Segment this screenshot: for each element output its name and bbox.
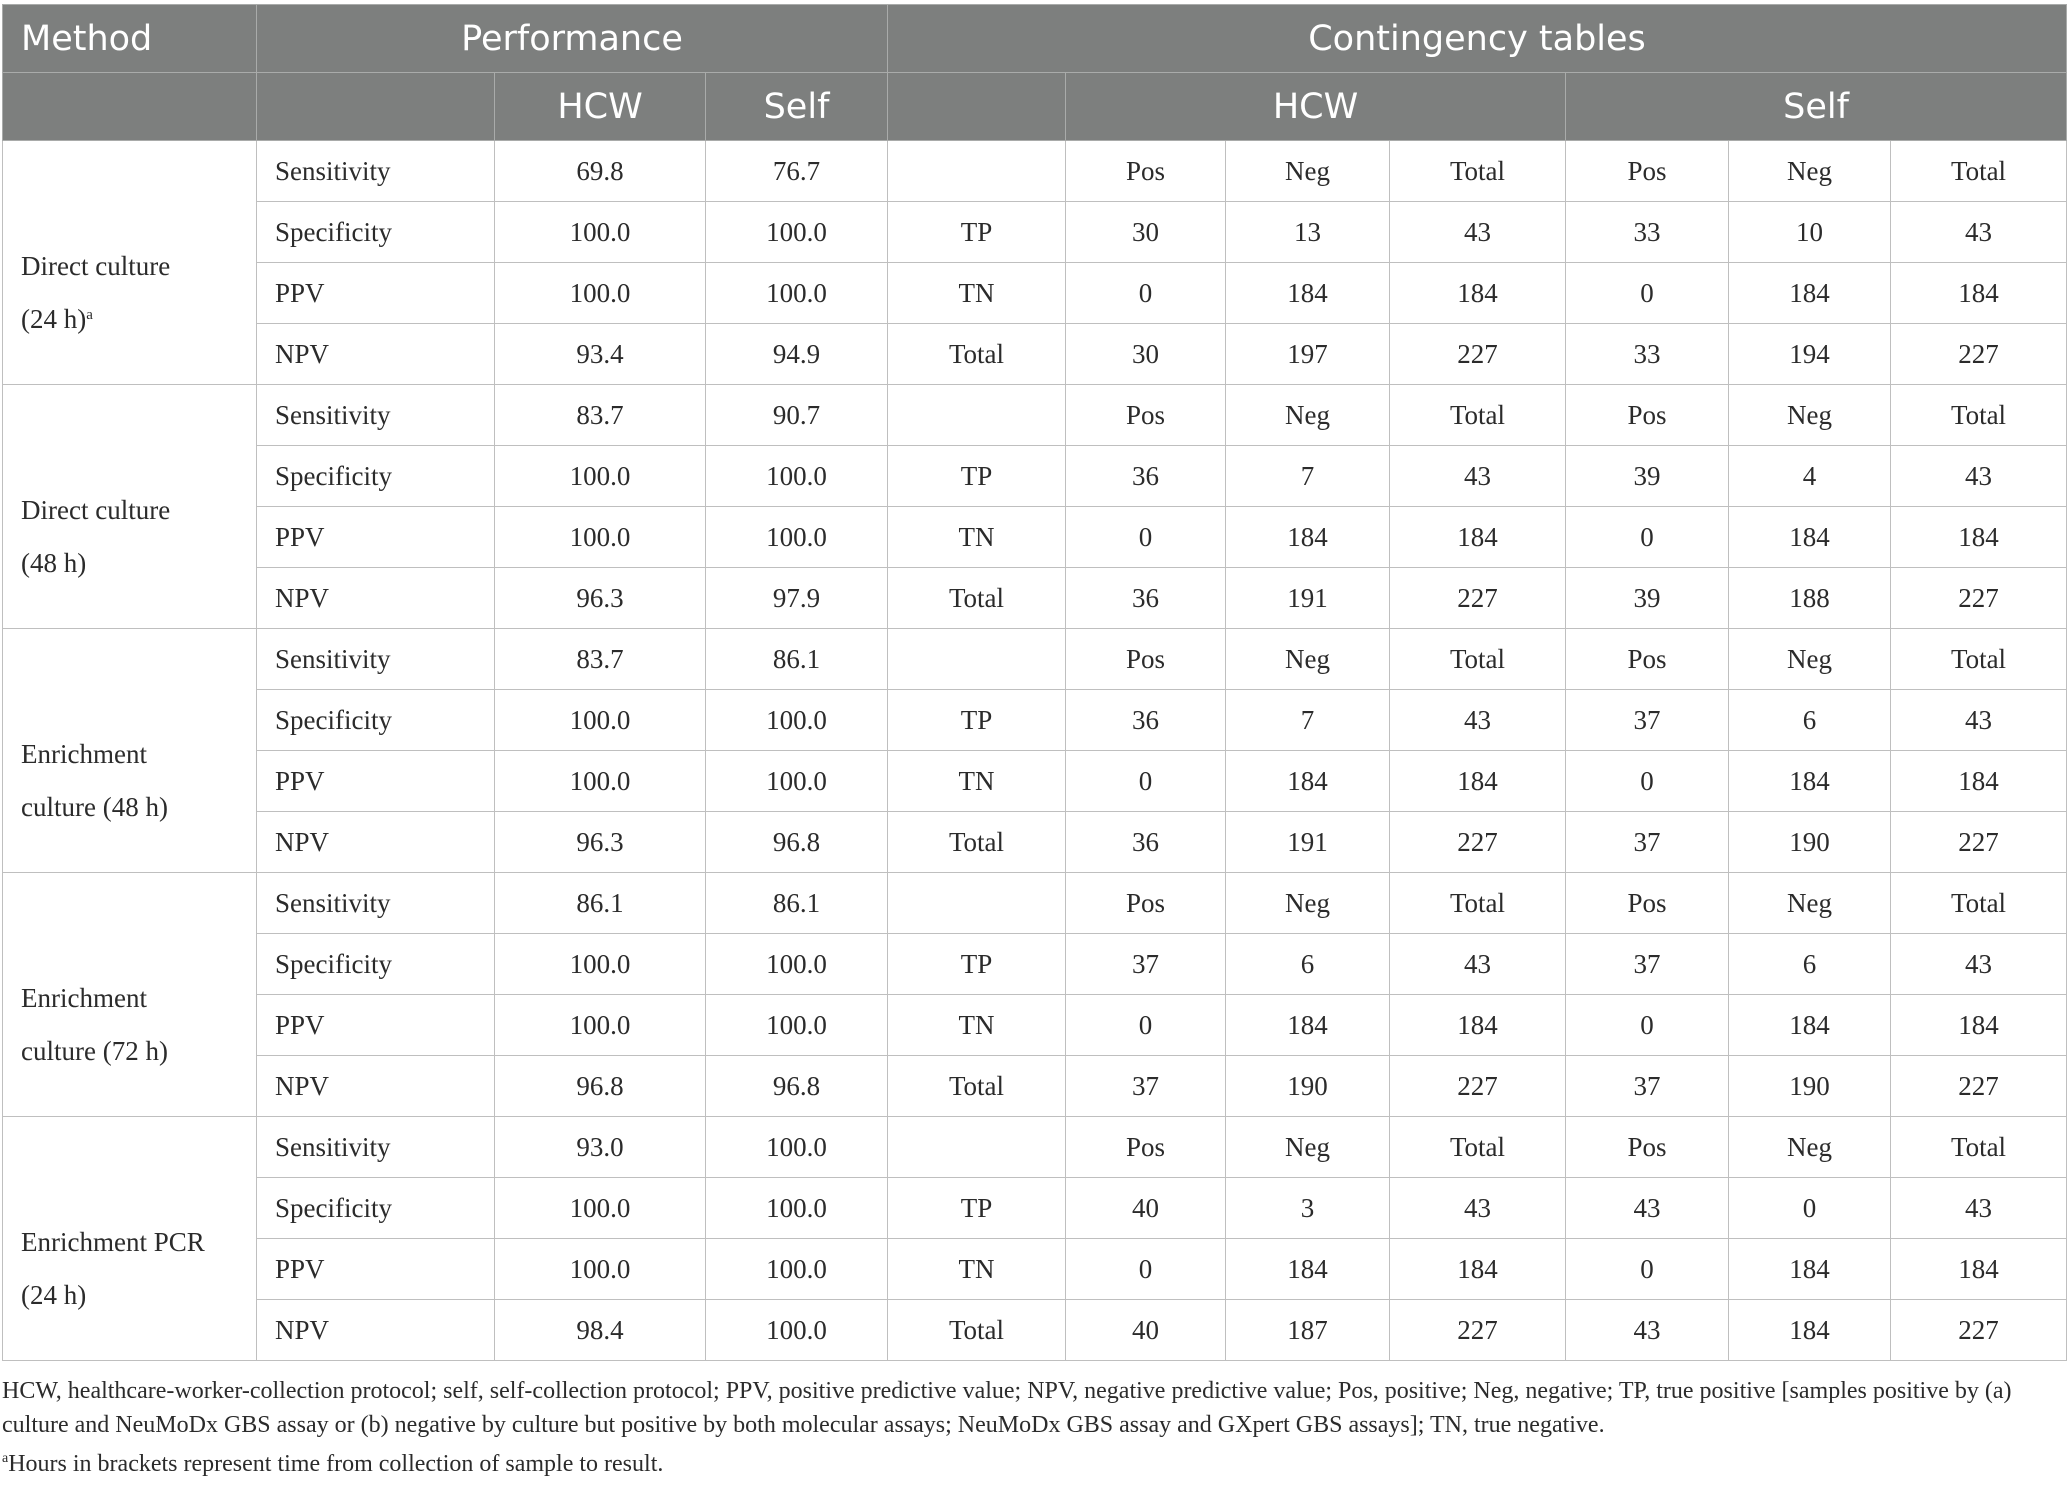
performance-hcw-cell: 86.1 — [495, 873, 706, 934]
self-pos-cell: Pos — [1566, 385, 1729, 446]
performance-hcw-cell: 96.3 — [495, 568, 706, 629]
header-performance-self: Self — [706, 73, 888, 141]
performance-hcw-cell: 96.8 — [495, 1056, 706, 1117]
self-pos-cell: 37 — [1566, 1056, 1729, 1117]
self-total-cell: Total — [1891, 629, 2067, 690]
metric-cell: NPV — [257, 324, 495, 385]
table-body — [3, 141, 2067, 1361]
hcw-neg-cell: 7 — [1226, 446, 1390, 507]
hcw-total-cell: 43 — [1390, 690, 1566, 751]
hcw-total-cell: Total — [1390, 385, 1566, 446]
hcw-total-cell: 43 — [1390, 446, 1566, 507]
self-total-cell: Total — [1891, 385, 2067, 446]
table-row — [3, 1239, 2067, 1300]
self-pos-cell: 39 — [1566, 568, 1729, 629]
hcw-neg-cell: 6 — [1226, 934, 1390, 995]
self-pos-cell: 0 — [1566, 751, 1729, 812]
hcw-pos-cell: 36 — [1066, 690, 1226, 751]
metric-cell: NPV — [257, 1056, 495, 1117]
row-label-cell — [888, 873, 1066, 934]
self-neg-cell: Neg — [1729, 385, 1891, 446]
hcw-neg-cell: 184 — [1226, 507, 1390, 568]
performance-self-cell: 97.9 — [706, 568, 888, 629]
self-total-cell: 184 — [1891, 1239, 2067, 1300]
hcw-pos-cell: Pos — [1066, 141, 1226, 202]
performance-self-cell: 100.0 — [706, 934, 888, 995]
row-label-cell: Total — [888, 1056, 1066, 1117]
header-blank-metric — [257, 73, 495, 141]
hcw-total-cell: 227 — [1390, 1056, 1566, 1117]
self-total-cell: Total — [1891, 1117, 2067, 1178]
row-label-cell: TN — [888, 507, 1066, 568]
self-total-cell: 227 — [1891, 1300, 2067, 1361]
hcw-pos-cell: 36 — [1066, 568, 1226, 629]
metric-cell: Sensitivity — [257, 873, 495, 934]
header-method: Method — [3, 5, 257, 73]
performance-hcw-cell: 83.7 — [495, 385, 706, 446]
row-label-cell: TN — [888, 263, 1066, 324]
self-neg-cell: Neg — [1729, 141, 1891, 202]
performance-hcw-cell: 100.0 — [495, 202, 706, 263]
hcw-total-cell: 43 — [1390, 934, 1566, 995]
table-row — [3, 751, 2067, 812]
self-neg-cell: 188 — [1729, 568, 1891, 629]
self-total-cell: 227 — [1891, 812, 2067, 873]
metric-cell: Specificity — [257, 690, 495, 751]
row-label-cell: TP — [888, 1178, 1066, 1239]
metric-cell: PPV — [257, 1239, 495, 1300]
table-row — [3, 507, 2067, 568]
hcw-total-cell: 227 — [1390, 568, 1566, 629]
row-label-cell: Total — [888, 1300, 1066, 1361]
self-pos-cell: 33 — [1566, 202, 1729, 263]
footnote-a-text: Hours in brackets represent time from collection of sample to result. — [8, 1451, 664, 1477]
metric-cell: PPV — [257, 263, 495, 324]
row-label-cell — [888, 385, 1066, 446]
self-pos-cell: 39 — [1566, 446, 1729, 507]
hcw-neg-cell: 13 — [1226, 202, 1390, 263]
header-blank-method — [3, 73, 257, 141]
hcw-total-cell: 43 — [1390, 1178, 1566, 1239]
hcw-total-cell: 184 — [1390, 995, 1566, 1056]
hcw-total-cell: 227 — [1390, 1300, 1566, 1361]
performance-self-cell: 100.0 — [706, 1117, 888, 1178]
table-row — [3, 324, 2067, 385]
hcw-neg-cell: 187 — [1226, 1300, 1390, 1361]
hcw-total-cell: 227 — [1390, 812, 1566, 873]
self-total-cell: 227 — [1891, 324, 2067, 385]
self-pos-cell: 37 — [1566, 690, 1729, 751]
hcw-total-cell: 227 — [1390, 324, 1566, 385]
self-neg-cell: 4 — [1729, 446, 1891, 507]
metric-cell: PPV — [257, 751, 495, 812]
performance-self-cell: 100.0 — [706, 202, 888, 263]
table-row — [3, 690, 2067, 751]
self-pos-cell: 0 — [1566, 263, 1729, 324]
self-pos-cell: Pos — [1566, 141, 1729, 202]
row-label-cell: Total — [888, 324, 1066, 385]
self-neg-cell: 6 — [1729, 934, 1891, 995]
table-footnotes — [2, 1374, 2062, 1481]
table-row — [3, 141, 2067, 202]
hcw-neg-cell: 184 — [1226, 263, 1390, 324]
metric-cell: NPV — [257, 812, 495, 873]
performance-self-cell: 90.7 — [706, 385, 888, 446]
self-neg-cell: 190 — [1729, 812, 1891, 873]
table-row — [3, 446, 2067, 507]
table-row — [3, 934, 2067, 995]
hcw-pos-cell: 30 — [1066, 324, 1226, 385]
footnote-abbreviations: HCW, healthcare-worker-collection protocol; self, self-collection protocol; PPV, positive predictive value; NPV, negative predictive value; Pos, positive; Neg, negative; TP, true positive [samples positive by (a) culture and NeuMoDx GBS assay or (b) negative by culture but positive by both molecular assays; NeuMoDx GBS assay and GXpert GBS assays]; TN, true negative. — [2, 1378, 2012, 1438]
table-row — [3, 995, 2067, 1056]
hcw-pos-cell: 37 — [1066, 1056, 1226, 1117]
self-total-cell: 184 — [1891, 507, 2067, 568]
hcw-pos-cell: 40 — [1066, 1300, 1226, 1361]
self-total-cell: 184 — [1891, 263, 2067, 324]
self-total-cell: 184 — [1891, 995, 2067, 1056]
self-neg-cell: 184 — [1729, 1300, 1891, 1361]
performance-hcw-cell: 100.0 — [495, 263, 706, 324]
self-total-cell: 227 — [1891, 568, 2067, 629]
self-pos-cell: 0 — [1566, 1239, 1729, 1300]
method-cell — [3, 385, 257, 629]
performance-hcw-cell: 93.0 — [495, 1117, 706, 1178]
hcw-pos-cell: 0 — [1066, 1239, 1226, 1300]
hcw-pos-cell: 0 — [1066, 507, 1226, 568]
performance-hcw-cell: 93.4 — [495, 324, 706, 385]
self-neg-cell: 184 — [1729, 507, 1891, 568]
hcw-pos-cell: 30 — [1066, 202, 1226, 263]
row-label-cell — [888, 629, 1066, 690]
self-neg-cell: Neg — [1729, 1117, 1891, 1178]
metric-cell: Specificity — [257, 1178, 495, 1239]
self-total-cell: 43 — [1891, 934, 2067, 995]
row-label-cell: TP — [888, 690, 1066, 751]
hcw-neg-cell: 184 — [1226, 751, 1390, 812]
row-label-cell: TN — [888, 1239, 1066, 1300]
method-name: Enrichment culture (72 h) — [21, 982, 168, 1066]
performance-hcw-cell: 100.0 — [495, 934, 706, 995]
self-pos-cell: Pos — [1566, 629, 1729, 690]
method-cell — [3, 873, 257, 1117]
table-row — [3, 1117, 2067, 1178]
performance-self-cell: 100.0 — [706, 446, 888, 507]
table-row — [3, 385, 2067, 446]
metric-cell: PPV — [257, 507, 495, 568]
self-neg-cell: 184 — [1729, 1239, 1891, 1300]
hcw-neg-cell: 191 — [1226, 812, 1390, 873]
metric-cell: Sensitivity — [257, 141, 495, 202]
self-total-cell: 227 — [1891, 1056, 2067, 1117]
table-row — [3, 263, 2067, 324]
self-pos-cell: 0 — [1566, 995, 1729, 1056]
hcw-total-cell: Total — [1390, 873, 1566, 934]
self-total-cell: Total — [1891, 873, 2067, 934]
self-pos-cell: Pos — [1566, 873, 1729, 934]
performance-hcw-cell: 100.0 — [495, 1239, 706, 1300]
row-label-cell: Total — [888, 568, 1066, 629]
self-neg-cell: Neg — [1729, 629, 1891, 690]
results-table — [2, 4, 2067, 1361]
method-cell — [3, 629, 257, 873]
row-label-cell: TP — [888, 202, 1066, 263]
metric-cell: Sensitivity — [257, 385, 495, 446]
performance-self-cell: 100.0 — [706, 507, 888, 568]
table-row — [3, 629, 2067, 690]
self-pos-cell: Pos — [1566, 1117, 1729, 1178]
table-row — [3, 1300, 2067, 1361]
self-neg-cell: 184 — [1729, 751, 1891, 812]
self-neg-cell: Neg — [1729, 873, 1891, 934]
performance-self-cell: 100.0 — [706, 751, 888, 812]
row-label-cell: TP — [888, 446, 1066, 507]
row-label-cell: TN — [888, 995, 1066, 1056]
method-name: Direct culture (24 h) — [21, 250, 171, 334]
table-row — [3, 1056, 2067, 1117]
hcw-pos-cell: Pos — [1066, 1117, 1226, 1178]
self-neg-cell: 194 — [1729, 324, 1891, 385]
metric-cell: Sensitivity — [257, 629, 495, 690]
method-footnote-marker: a — [86, 306, 93, 323]
self-pos-cell: 33 — [1566, 324, 1729, 385]
self-total-cell: 43 — [1891, 202, 2067, 263]
metric-cell: Specificity — [257, 446, 495, 507]
hcw-pos-cell: 37 — [1066, 934, 1226, 995]
performance-hcw-cell: 83.7 — [495, 629, 706, 690]
hcw-neg-cell: 197 — [1226, 324, 1390, 385]
performance-hcw-cell: 100.0 — [495, 507, 706, 568]
performance-self-cell: 100.0 — [706, 263, 888, 324]
performance-self-cell: 96.8 — [706, 812, 888, 873]
hcw-neg-cell: Neg — [1226, 385, 1390, 446]
self-total-cell: 43 — [1891, 690, 2067, 751]
performance-hcw-cell: 98.4 — [495, 1300, 706, 1361]
self-neg-cell: 184 — [1729, 263, 1891, 324]
performance-self-cell: 86.1 — [706, 629, 888, 690]
hcw-neg-cell: 3 — [1226, 1178, 1390, 1239]
header-performance: Performance — [257, 5, 888, 73]
self-pos-cell: 43 — [1566, 1300, 1729, 1361]
hcw-total-cell: Total — [1390, 141, 1566, 202]
hcw-pos-cell: 36 — [1066, 446, 1226, 507]
hcw-pos-cell: 0 — [1066, 995, 1226, 1056]
metric-cell: NPV — [257, 1300, 495, 1361]
performance-hcw-cell: 100.0 — [495, 995, 706, 1056]
self-total-cell: Total — [1891, 141, 2067, 202]
method-name: Enrichment culture (48 h) — [21, 738, 168, 822]
method-cell — [3, 141, 257, 385]
hcw-total-cell: Total — [1390, 1117, 1566, 1178]
performance-self-cell: 100.0 — [706, 995, 888, 1056]
row-label-cell — [888, 1117, 1066, 1178]
hcw-pos-cell: Pos — [1066, 629, 1226, 690]
hcw-pos-cell: 40 — [1066, 1178, 1226, 1239]
self-pos-cell: 43 — [1566, 1178, 1729, 1239]
hcw-total-cell: Total — [1390, 629, 1566, 690]
self-total-cell: 184 — [1891, 751, 2067, 812]
hcw-total-cell: 184 — [1390, 507, 1566, 568]
row-label-cell: TN — [888, 751, 1066, 812]
table-row — [3, 1178, 2067, 1239]
performance-self-cell: 100.0 — [706, 1239, 888, 1300]
hcw-total-cell: 43 — [1390, 202, 1566, 263]
self-pos-cell: 37 — [1566, 812, 1729, 873]
performance-self-cell: 86.1 — [706, 873, 888, 934]
self-neg-cell: 0 — [1729, 1178, 1891, 1239]
row-label-cell — [888, 141, 1066, 202]
footnote-a-marker: a — [2, 1451, 9, 1466]
hcw-total-cell: 184 — [1390, 1239, 1566, 1300]
header-blank-label — [888, 73, 1066, 141]
table-row — [3, 812, 2067, 873]
footnote-a — [2, 1442, 2062, 1481]
performance-hcw-cell: 100.0 — [495, 751, 706, 812]
performance-hcw-cell: 96.3 — [495, 812, 706, 873]
performance-self-cell: 100.0 — [706, 1178, 888, 1239]
header-contingency-self: Self — [1566, 73, 2067, 141]
hcw-total-cell: 184 — [1390, 263, 1566, 324]
performance-hcw-cell: 100.0 — [495, 446, 706, 507]
table-row — [3, 568, 2067, 629]
hcw-pos-cell: Pos — [1066, 873, 1226, 934]
self-pos-cell: 0 — [1566, 507, 1729, 568]
table-row — [3, 202, 2067, 263]
header-performance-hcw: HCW — [495, 73, 706, 141]
self-neg-cell: 184 — [1729, 995, 1891, 1056]
row-label-cell: TP — [888, 934, 1066, 995]
hcw-neg-cell: 184 — [1226, 995, 1390, 1056]
hcw-pos-cell: 36 — [1066, 812, 1226, 873]
hcw-neg-cell: Neg — [1226, 629, 1390, 690]
metric-cell: NPV — [257, 568, 495, 629]
header-contingency: Contingency tables — [888, 5, 2067, 73]
self-neg-cell: 10 — [1729, 202, 1891, 263]
self-neg-cell: 6 — [1729, 690, 1891, 751]
method-cell — [3, 1117, 257, 1361]
performance-self-cell: 100.0 — [706, 1300, 888, 1361]
self-neg-cell: 190 — [1729, 1056, 1891, 1117]
metric-cell: Specificity — [257, 202, 495, 263]
metric-cell: PPV — [257, 995, 495, 1056]
hcw-neg-cell: 191 — [1226, 568, 1390, 629]
table-row — [3, 873, 2067, 934]
self-pos-cell: 37 — [1566, 934, 1729, 995]
hcw-pos-cell: 0 — [1066, 263, 1226, 324]
hcw-neg-cell: Neg — [1226, 873, 1390, 934]
performance-self-cell: 96.8 — [706, 1056, 888, 1117]
hcw-neg-cell: Neg — [1226, 1117, 1390, 1178]
hcw-total-cell: 184 — [1390, 751, 1566, 812]
metric-cell: Specificity — [257, 934, 495, 995]
header-contingency-hcw: HCW — [1066, 73, 1566, 141]
performance-hcw-cell: 100.0 — [495, 1178, 706, 1239]
row-label-cell: Total — [888, 812, 1066, 873]
self-total-cell: 43 — [1891, 446, 2067, 507]
performance-self-cell: 76.7 — [706, 141, 888, 202]
self-total-cell: 43 — [1891, 1178, 2067, 1239]
hcw-pos-cell: 0 — [1066, 751, 1226, 812]
hcw-neg-cell: 190 — [1226, 1056, 1390, 1117]
performance-self-cell: 94.9 — [706, 324, 888, 385]
method-name: Direct culture (48 h) — [21, 494, 171, 578]
performance-self-cell: 100.0 — [706, 690, 888, 751]
metric-cell: Sensitivity — [257, 1117, 495, 1178]
performance-hcw-cell: 100.0 — [495, 690, 706, 751]
hcw-neg-cell: 184 — [1226, 1239, 1390, 1300]
hcw-neg-cell: 7 — [1226, 690, 1390, 751]
hcw-pos-cell: Pos — [1066, 385, 1226, 446]
method-name: Enrichment PCR (24 h) — [21, 1226, 205, 1310]
performance-hcw-cell: 69.8 — [495, 141, 706, 202]
hcw-neg-cell: Neg — [1226, 141, 1390, 202]
